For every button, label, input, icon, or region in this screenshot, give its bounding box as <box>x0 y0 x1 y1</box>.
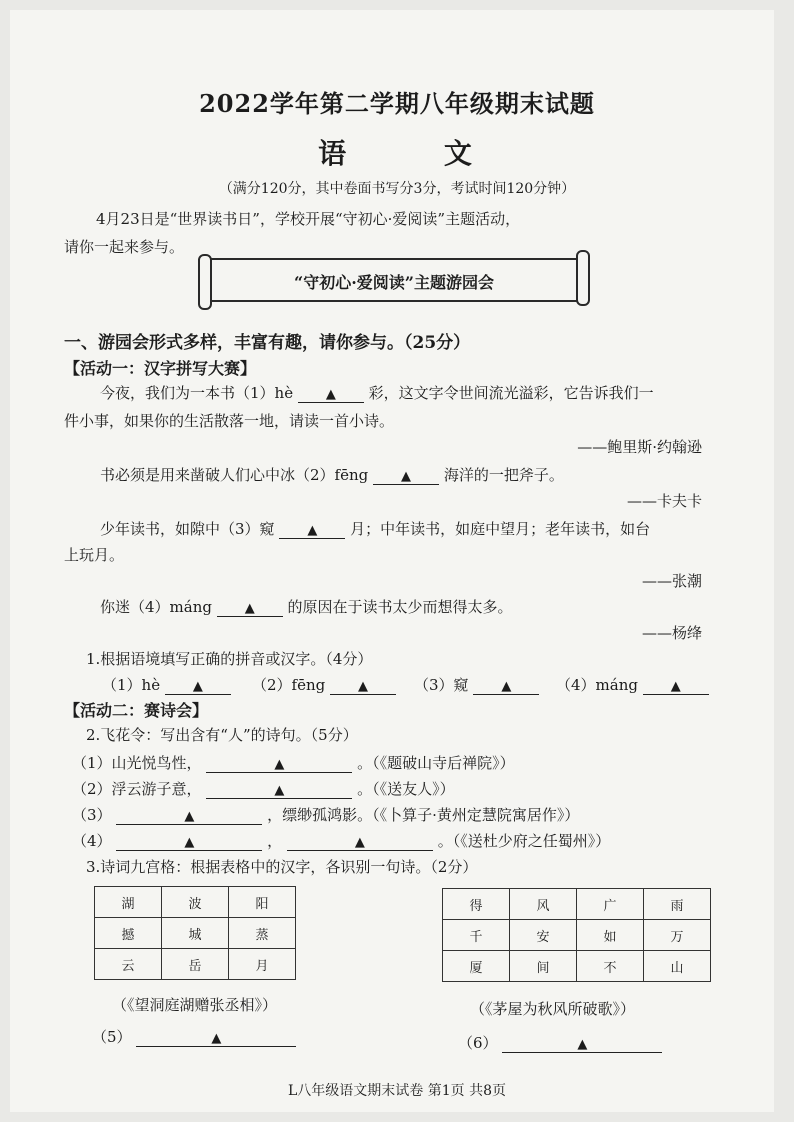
answer-1 <box>102 674 231 695</box>
poem-4-text-b: 。（《送杜少府之任蜀州》） <box>437 832 611 850</box>
poem-2-text-a: （2）浮云游子意， <box>72 780 202 798</box>
banner-text: “守初心·爱阅读”主题游园会 <box>294 273 494 292</box>
author-1: ——鲍里斯·约翰逊 <box>577 438 702 456</box>
poem-blank-2[interactable] <box>206 780 352 799</box>
answer-blank-4[interactable] <box>643 676 709 695</box>
grid-cell: 万 <box>644 920 711 951</box>
grid-cell: 阳 <box>229 887 296 918</box>
section-1-heading: 一、游园会形式多样，丰富有趣，请你参与。（25分） <box>64 333 471 353</box>
author-3: ——张潮 <box>641 572 702 590</box>
grid-cell: 山 <box>644 951 711 982</box>
poem-blank-3[interactable] <box>116 806 262 825</box>
q2-text-b: 海洋的一把斧子。 <box>443 466 564 484</box>
q3-text-b: 月；中年读书，如庭中望月；老年读书，如台 <box>350 520 651 538</box>
author-4: ——杨绛 <box>641 624 702 642</box>
answer-blank-5[interactable] <box>136 1028 296 1047</box>
task-1: 1.根据语境填写正确的拼音或汉字。（4分） <box>86 650 373 668</box>
grid-1-row <box>95 887 296 918</box>
grid-2-row <box>443 889 711 920</box>
triangle-icon: ▲ <box>670 679 681 694</box>
triangle-icon: ▲ <box>358 679 369 694</box>
grid-2-row <box>443 920 711 951</box>
q2-text-a: 书必须是用来凿破人们心中冰（2）fēng <box>100 466 369 484</box>
triangle-icon: ▲ <box>274 783 285 798</box>
grid-cell: 湖 <box>95 887 162 918</box>
grid-cell: 得 <box>443 889 510 920</box>
triangle-icon: ▲ <box>325 387 336 402</box>
poem-blank-1[interactable] <box>206 754 352 773</box>
answer-blank-2[interactable] <box>330 676 396 695</box>
grid-cell: 安 <box>510 920 577 951</box>
grid-cell: 波 <box>162 887 229 918</box>
grid-1-row <box>95 918 296 949</box>
triangle-icon: ▲ <box>401 469 412 484</box>
grid-cell: 不 <box>577 951 644 982</box>
triangle-icon: ▲ <box>184 835 195 850</box>
answer-1-label: （1）hè <box>102 676 161 694</box>
poem-4-comma: ， <box>267 832 283 850</box>
score-note: （满分120分，其中卷面书写分3分，考试时间120分钟） <box>218 181 576 197</box>
grid-1-row <box>95 949 296 980</box>
page-footer: L八年级语文期末试卷 第1页 共8页 <box>287 1083 506 1099</box>
triangle-icon: ▲ <box>577 1037 588 1052</box>
triangle-icon: ▲ <box>307 523 318 538</box>
triangle-icon: ▲ <box>244 601 255 616</box>
poem-blank-4b[interactable] <box>287 832 433 851</box>
poem-line-2 <box>72 778 455 799</box>
grid-1-caption: （《望洞庭湖赠张丞相》） <box>112 996 278 1014</box>
answer-blank-3[interactable] <box>473 676 539 695</box>
grid-cell: 月 <box>229 949 296 980</box>
poem-line-3 <box>72 804 579 825</box>
question-4-line <box>100 596 513 617</box>
banner-scroll <box>198 250 590 312</box>
grid-cell: 雨 <box>644 889 711 920</box>
q1-text-b: 彩，这文字令世间流光溢彩，它告诉我们一 <box>368 384 654 402</box>
answer-blank-6[interactable] <box>502 1034 662 1053</box>
grid-cell: 风 <box>510 889 577 920</box>
blank-3[interactable] <box>279 520 345 539</box>
grid-cell: 广 <box>577 889 644 920</box>
poem-line-1 <box>72 752 515 773</box>
triangle-icon: ▲ <box>211 1031 222 1046</box>
blank-4[interactable] <box>217 598 283 617</box>
question-3-line <box>100 518 650 539</box>
subject-title: 语 文 <box>318 137 516 170</box>
grid-2-row <box>443 951 711 982</box>
q4-text-b: 的原因在于读书太少而想得太多。 <box>287 598 513 616</box>
answer-3 <box>414 674 539 695</box>
q3-text-a: 少年读书，如隙中（3）窥 <box>100 520 275 538</box>
q4-text-a: 你迷（4）máng <box>100 598 212 616</box>
answer-2 <box>252 674 396 695</box>
poem-2-text-b: 。（《送友人》） <box>357 780 455 798</box>
answer-4 <box>556 674 709 695</box>
author-2: ——卡夫卡 <box>626 492 702 510</box>
triangle-icon: ▲ <box>192 679 203 694</box>
grid-cell: 撼 <box>95 918 162 949</box>
answer-5-label: （5） <box>92 1028 132 1046</box>
grid-cell: 蒸 <box>229 918 296 949</box>
answer-3-label: （3）窥 <box>414 676 469 694</box>
task-2: 2.飞花令：写出含有“人”的诗句。（5分） <box>86 726 358 744</box>
grid-cell: 云 <box>95 949 162 980</box>
poem-1-text-a: （1）山光悦鸟性， <box>72 754 202 772</box>
poem-3-text-b: ，缥缈孤鸿影。（《卜算子·黄州定慧院寓居作》） <box>267 806 580 824</box>
grid-cell: 如 <box>577 920 644 951</box>
q1-text-c: 件小事，如果你的生活散落一地，请读一首小诗。 <box>64 412 395 430</box>
exam-title: 2022学年第二学期八年级期末试题 <box>199 89 595 118</box>
q1-text-a: 今夜，我们为一本书（1）hè <box>100 384 294 402</box>
task-3: 3.诗词九宫格：根据表格中的汉字，各识别一句诗。（2分） <box>86 858 478 876</box>
grid-cell: 千 <box>443 920 510 951</box>
answer-4-label: （4）máng <box>556 676 638 694</box>
answer-6 <box>458 1032 662 1053</box>
answer-blank-1[interactable] <box>165 676 231 695</box>
poem-3-text-a: （3） <box>72 806 112 824</box>
poem-grid-2 <box>442 888 711 982</box>
triangle-icon: ▲ <box>354 835 365 850</box>
grid-cell: 岳 <box>162 949 229 980</box>
grid-2-caption: （《茅屋为秋风所破歌》） <box>470 1000 636 1018</box>
blank-2[interactable] <box>373 466 439 485</box>
triangle-icon: ▲ <box>501 679 512 694</box>
grid-cell: 间 <box>510 951 577 982</box>
answer-2-label: （2）fēng <box>252 676 326 694</box>
intro-line-2: 请你一起来参与。 <box>64 238 185 256</box>
activity-1-heading: 【活动一：汉字拼写大赛】 <box>64 359 257 378</box>
triangle-icon: ▲ <box>184 809 195 824</box>
blank-1[interactable] <box>298 384 364 403</box>
q3-text-c: 上玩月。 <box>64 546 125 564</box>
answer-5 <box>92 1026 296 1047</box>
grid-cell: 厦 <box>443 951 510 982</box>
poem-blank-4a[interactable] <box>116 832 262 851</box>
poem-4-text-a: （4） <box>72 832 112 850</box>
activity-2-heading: 【活动二：赛诗会】 <box>64 701 209 720</box>
grid-cell: 城 <box>162 918 229 949</box>
poem-1-text-b: 。（《题破山寺后禅院》） <box>357 754 515 772</box>
intro-line-1: 4月23日是“世界读书日”，学校开展“守初心·爱阅读”主题活动， <box>96 210 521 228</box>
poem-line-4 <box>72 830 610 851</box>
question-2-line <box>100 464 564 485</box>
triangle-icon: ▲ <box>274 757 285 772</box>
question-1-line <box>100 382 654 403</box>
poem-grid-1 <box>94 886 296 980</box>
answer-6-label: （6） <box>458 1034 498 1052</box>
